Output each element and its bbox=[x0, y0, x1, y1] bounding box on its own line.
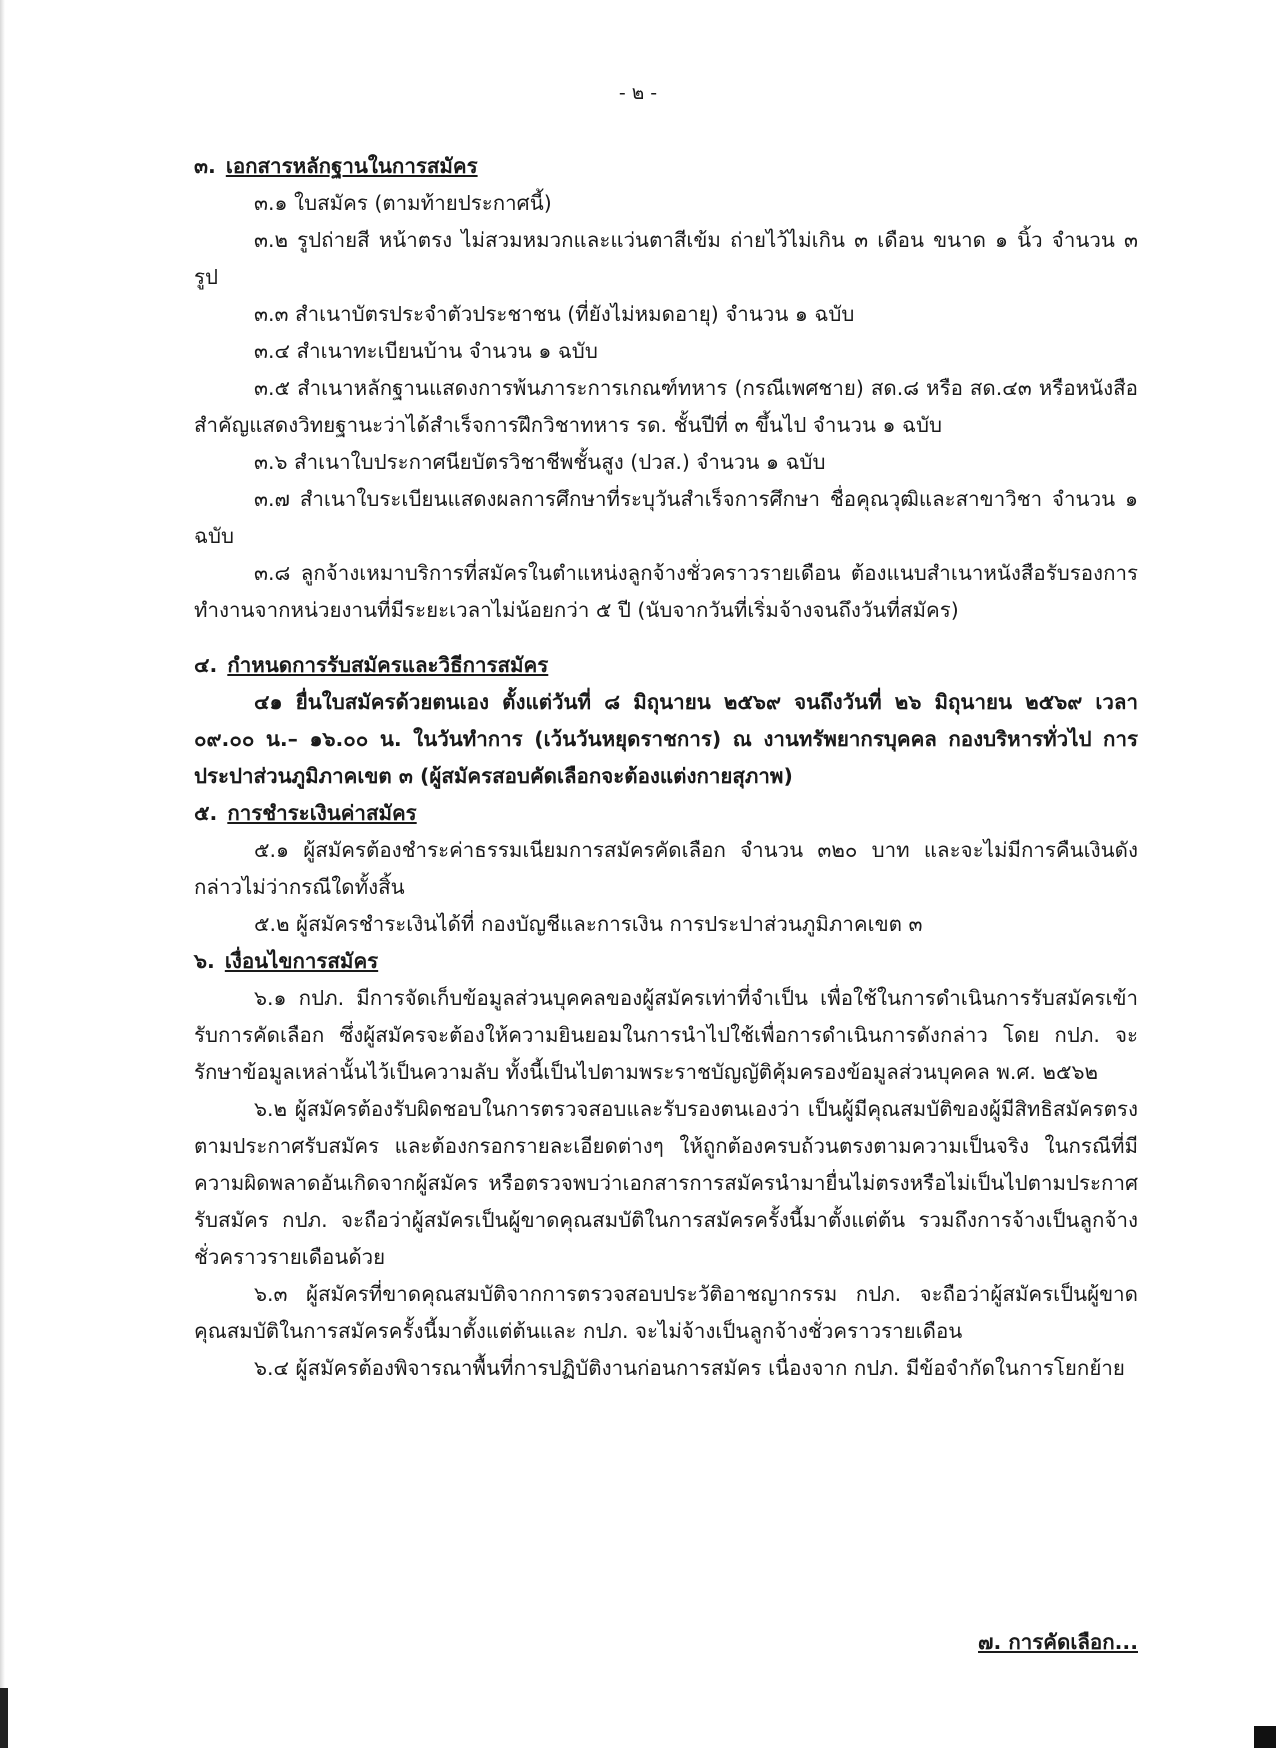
section-5-heading bbox=[194, 795, 1138, 832]
item-3-4: ๓.๔ สำเนาทะเบียนบ้าน จำนวน ๑ ฉบับ bbox=[254, 339, 598, 363]
item-3-2: ๓.๒ รูปถ่ายสี หน้าตรง ไม่สวมหมวกและแว่นตาสีเข้ม ถ่ายไว้ไม่เกิน ๓ เดือน ขนาด ๑ นิ้ว จำนวน ๓ รูป bbox=[194, 228, 1138, 289]
section-6-number: ๖. bbox=[194, 949, 215, 973]
section-6-heading bbox=[194, 943, 1138, 980]
section-3-title: เอกสารหลักฐานในการสมัคร bbox=[225, 154, 478, 178]
section-gap bbox=[194, 629, 1138, 647]
item-4-1: ๔๑ ยื่นใบสมัครด้วยตนเอง ตั้งแต่วันที่ ๘ มิถุนายน ๒๕๖๙ จนถึงวันที่ ๒๖ มิถุนายน ๒๕๖๙ เวลา ๐๙.๐๐ น.– ๑๖.๐๐ น. ในวันทำการ (เว้นวันหยุดราชการ) ณ งานทรัพยากรบุคคล กองบริหารทั่วไป การประปาส่วนภูมิภาคเขต ๓ (ผู้สมัครสอบคัดเลือกจะต้องแต่งกายสุภาพ) bbox=[194, 690, 1138, 788]
scan-edge-shadow bbox=[0, 0, 5, 1748]
item-6-1: ๖.๑ กปภ. มีการจัดเก็บข้อมูลส่วนบุคคลของผู้สมัครเท่าที่จำเป็น เพื่อใช้ในการดำเนินการรับสมัครเข้ารับการคัดเลือก ซึ่งผู้สมัครจะต้องให้ความยินยอมในการนำไปใช้เพื่อการดำเนินการดังกล่าว โดย กปภ. จะรักษาข้อมูลเหล่านั้นไว้เป็นความลับ ทั้งนี้เป็นไปตามพระราชบัญญัติคุ้มครองข้อมูลส่วนบุคคล พ.ศ. ๒๕๖๒ bbox=[194, 986, 1138, 1084]
section-3-heading bbox=[194, 148, 1138, 185]
scan-corner-mark bbox=[0, 1688, 8, 1748]
section-6-title: เงื่อนไขการสมัคร bbox=[224, 949, 379, 973]
section-3-number: ๓. bbox=[194, 154, 216, 178]
page-number: - ๒ - bbox=[618, 82, 658, 104]
item-3-7: ๓.๗ สำเนาใบระเบียนแสดงผลการศึกษาที่ระบุวันสำเร็จการศึกษา ชื่อคุณวุฒิและสาขาวิชา จำนวน ๑ ฉบับ bbox=[194, 487, 1138, 548]
continuation-note: ๗. การคัดเลือก... bbox=[978, 1630, 1138, 1654]
item-3-1: ๓.๑ ใบสมัคร (ตามท้ายประกาศนี้) bbox=[254, 191, 552, 215]
item-3-5: ๓.๕ สำเนาหลักฐานแสดงการพ้นภาระการเกณฑ์ทหาร (กรณีเพศชาย) สด.๘ หรือ สด.๔๓ หรือหนังสือสำคัญแสดงวิทยฐานะว่าได้สำเร็จการฝึกวิชาทหาร รด. ชั้นปีที่ ๓ ขึ้นไป จำนวน ๑ ฉบับ bbox=[194, 376, 1138, 437]
item-3-8: ๓.๘ ลูกจ้างเหมาบริการที่สมัครในตำแหน่งลูกจ้างชั่วคราวรายเดือน ต้องแนบสำเนาหนังสือรับรองการทำงานจากหน่วยงานที่มีระยะเวลาไม่น้อยกว่า ๕ ปี (นับจากวันที่เริ่มจ้างจนถึงวันที่สมัคร) bbox=[194, 561, 1138, 622]
item-5-1: ๕.๑ ผู้สมัครต้องชำระค่าธรรมเนียมการสมัครคัดเลือก จำนวน ๓๒๐ บาท และจะไม่มีการคืนเงินดังกล่าวไม่ว่ากรณีใดทั้งสิ้น bbox=[194, 838, 1138, 899]
item-5-2: ๕.๒ ผู้สมัครชำระเงินได้ที่ กองบัญชีและการเงิน การประปาส่วนภูมิภาคเขต ๓ bbox=[254, 912, 923, 936]
section-5-number: ๕. bbox=[194, 801, 218, 825]
section-4-heading bbox=[194, 647, 1138, 684]
item-3-6: ๓.๖ สำเนาใบประกาศนียบัตรวิชาชีพชั้นสูง (ปวส.) จำนวน ๑ ฉบับ bbox=[254, 450, 826, 474]
section-4-number: ๔. bbox=[194, 653, 218, 677]
item-3-3: ๓.๓ สำเนาบัตรประจำตัวประชาชน (ที่ยังไม่หมดอายุ) จำนวน ๑ ฉบับ bbox=[254, 302, 855, 326]
scan-corner-mark bbox=[1254, 1726, 1276, 1748]
item-6-2: ๖.๒ ผู้สมัครต้องรับผิดชอบในการตรวจสอบและรับรองตนเองว่า เป็นผู้มีคุณสมบัติของผู้มีสิทธิสมัครตรงตามประกาศรับสมัคร และต้องกรอกรายละเอียดต่างๆ ให้ถูกต้องครบถ้วนตรงตามความเป็นจริง ในกรณีที่มีความผิดพลาดอันเกิดจากผู้สมัคร หรือตรวจพบว่าเอกสารการสมัครนำมายื่นไม่ตรงหรือไม่เป็นไปตามประกาศรับสมัคร กปภ. จะถือว่าผู้สมัครเป็นผู้ขาดคุณสมบัติในการสมัครครั้งนี้มาตั้งแต่ต้น รวมถึงการจ้างเป็นลูกจ้างชั่วคราวรายเดือนด้วย bbox=[194, 1097, 1138, 1269]
section-5-title: การชำระเงินค่าสมัคร bbox=[227, 801, 417, 825]
item-6-3: ๖.๓ ผู้สมัครที่ขาดคุณสมบัติจากการตรวจสอบประวัติอาชญากรรม กปภ. จะถือว่าผู้สมัครเป็นผู้ขาดคุณสมบัติในการสมัครครั้งนี้มาตั้งแต่ต้นและ กปภ. จะไม่จ้างเป็นลูกจ้างชั่วคราวรายเดือน bbox=[194, 1282, 1138, 1343]
item-6-4: ๖.๔ ผู้สมัครต้องพิจารณาพื้นที่การปฏิบัติงานก่อนการสมัคร เนื่องจาก กปภ. มีข้อจำกัดในการโยกย้าย bbox=[254, 1356, 1125, 1380]
document-body bbox=[194, 148, 1138, 1387]
section-4-title: กำหนดการรับสมัครและวิธีการสมัคร bbox=[227, 653, 549, 677]
